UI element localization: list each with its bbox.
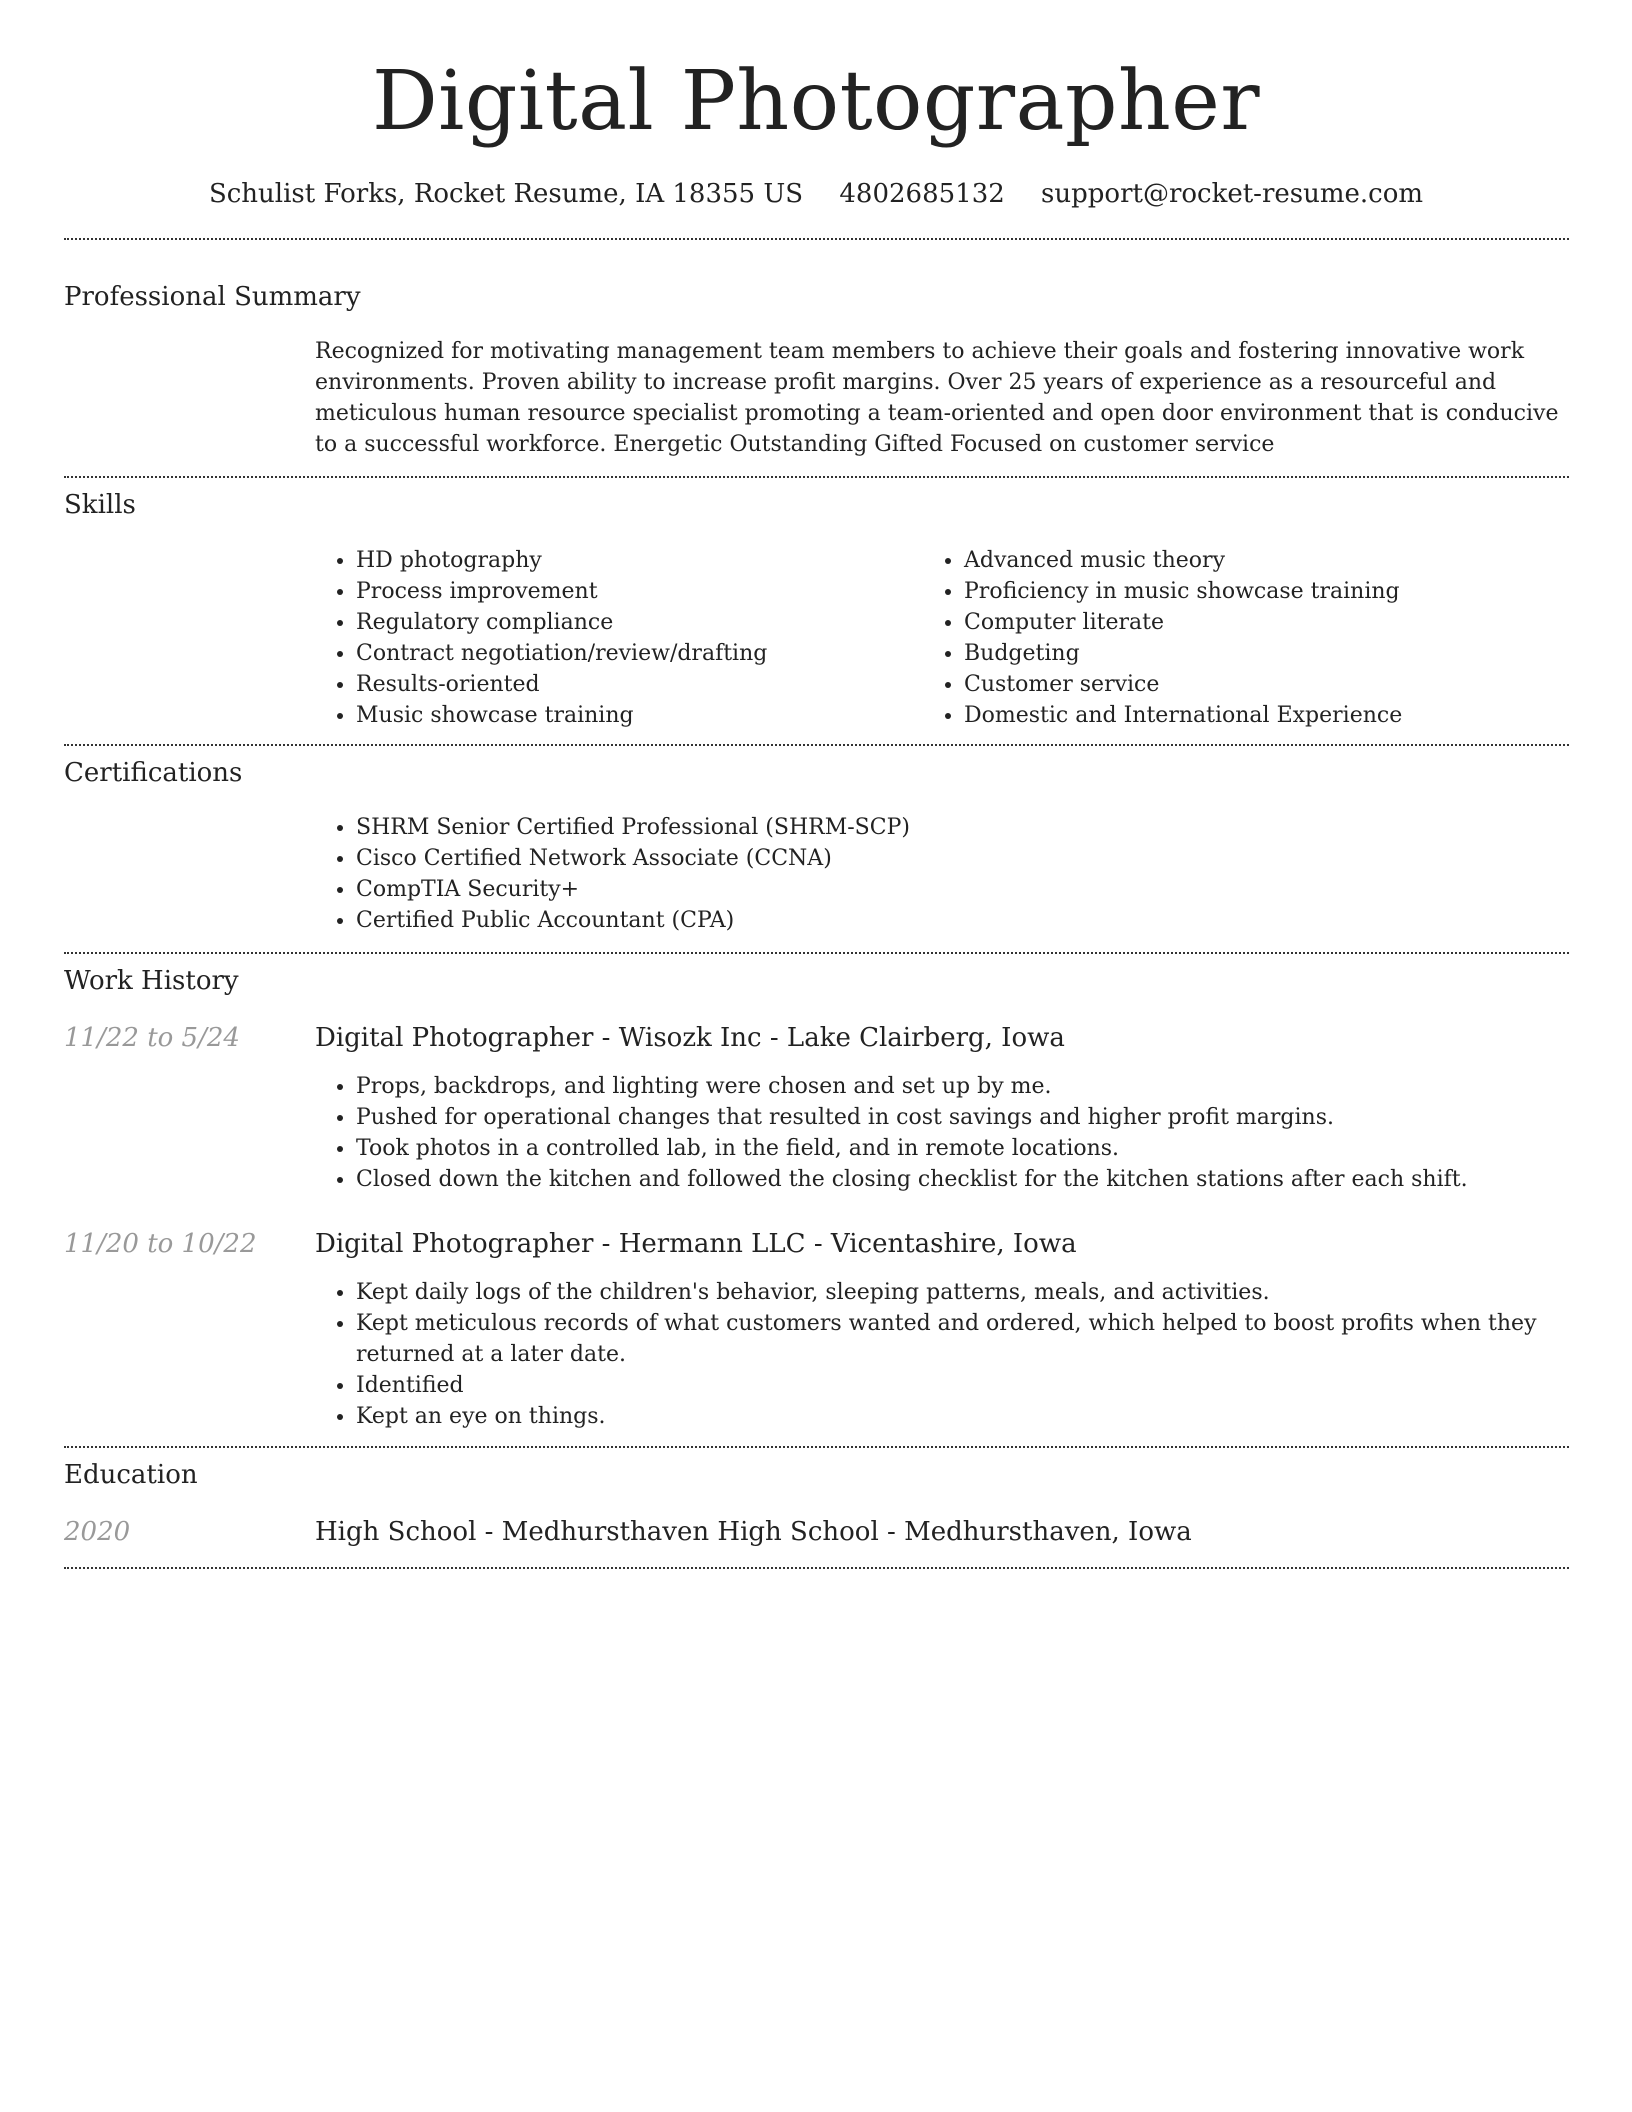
job-dates: 11/20 to 10/22 xyxy=(64,1229,257,1259)
summary-text: Recognized for motivating management team members to achieve their goals and fostering innovative work environments. Proven ability to increase profit margins. Over 25 years of experience as a resourceful and meticulous human resource specialist promoting a team-oriented and open door environment that is conducive to a successful workforce. Energetic Outstanding Gifted Focused on customer service xyxy=(315,339,1559,457)
skill-item: • Music showcase training xyxy=(356,700,912,731)
skill-item: • Results-oriented xyxy=(356,669,912,700)
section-divider xyxy=(64,1446,1569,1448)
contact-line xyxy=(0,176,1632,212)
job-title: Digital Photographer - Hermann LLC - Vicentashire, Iowa xyxy=(315,1229,1077,1259)
skills-left-column xyxy=(312,545,912,731)
skills-right-column xyxy=(920,545,1520,731)
education-entry: High School - Medhursthaven High School - Medhursthaven, Iowa xyxy=(315,1517,1192,1547)
skill-item: • Contract negotiation/review/drafting xyxy=(356,638,912,669)
certifications-list xyxy=(312,812,1562,936)
job-bullet: • Kept meticulous records of what customers wanted and ordered, which helped to boost profits when they returned at a later date. xyxy=(356,1308,1567,1370)
skill-item: • Budgeting xyxy=(964,638,1520,669)
skill-item: • Regulatory compliance xyxy=(356,607,912,638)
section-divider xyxy=(64,1567,1569,1569)
skill-item: • Customer service xyxy=(964,669,1520,700)
contact-email: support@rocket-resume.com xyxy=(1041,179,1424,209)
certification-item: • Cisco Certified Network Associate (CCNA) xyxy=(356,843,1562,874)
education-year: 2020 xyxy=(64,1517,131,1547)
job-bullet: • Pushed for operational changes that resulted in cost savings and higher profit margins. xyxy=(356,1102,1567,1133)
skills-heading: Skills xyxy=(64,490,136,520)
skill-item: • HD photography xyxy=(356,545,912,576)
contact-address: Schulist Forks, Rocket Resume, IA 18355 US xyxy=(208,179,804,209)
summary-heading: Professional Summary xyxy=(64,282,361,312)
resume-name: Digital Photographer xyxy=(371,54,1261,149)
contact-phone: 4802685132 xyxy=(839,179,1005,209)
resume-header xyxy=(0,0,1632,212)
job-bullet: • Closed down the kitchen and followed the closing checklist for the kitchen stations after each shift. xyxy=(356,1164,1567,1195)
skill-item: • Proficiency in music showcase training xyxy=(964,576,1520,607)
job-bullets xyxy=(312,1277,1567,1432)
certifications-heading: Certifications xyxy=(64,758,243,788)
skill-item: • Advanced music theory xyxy=(964,545,1520,576)
section-divider xyxy=(64,238,1569,240)
skill-item: • Domestic and International Experience xyxy=(964,700,1520,731)
job-bullet: • Identified xyxy=(356,1370,1567,1401)
section-divider xyxy=(64,476,1569,478)
job-bullet: • Props, backdrops, and lighting were chosen and set up by me. xyxy=(356,1071,1567,1102)
job-bullet: • Took photos in a controlled lab, in the field, and in remote locations. xyxy=(356,1133,1567,1164)
education-heading: Education xyxy=(64,1460,198,1490)
skill-item: • Computer literate xyxy=(964,607,1520,638)
certification-item: • SHRM Senior Certified Professional (SHRM-SCP) xyxy=(356,812,1562,843)
job-bullet: • Kept daily logs of the children's behavior, sleeping patterns, meals, and activities. xyxy=(356,1277,1567,1308)
skill-item: • Process improvement xyxy=(356,576,912,607)
job-dates: 11/22 to 5/24 xyxy=(64,1023,240,1053)
section-divider xyxy=(64,952,1569,954)
work-history-heading: Work History xyxy=(64,966,239,996)
certification-item: • CompTIA Security+ xyxy=(356,874,1562,905)
job-title: Digital Photographer - Wisozk Inc - Lake Clairberg, Iowa xyxy=(315,1023,1065,1053)
certification-item: • Certified Public Accountant (CPA) xyxy=(356,905,1562,936)
section-divider xyxy=(64,744,1569,746)
job-bullets xyxy=(312,1071,1567,1195)
job-bullet: • Kept an eye on things. xyxy=(356,1401,1567,1432)
